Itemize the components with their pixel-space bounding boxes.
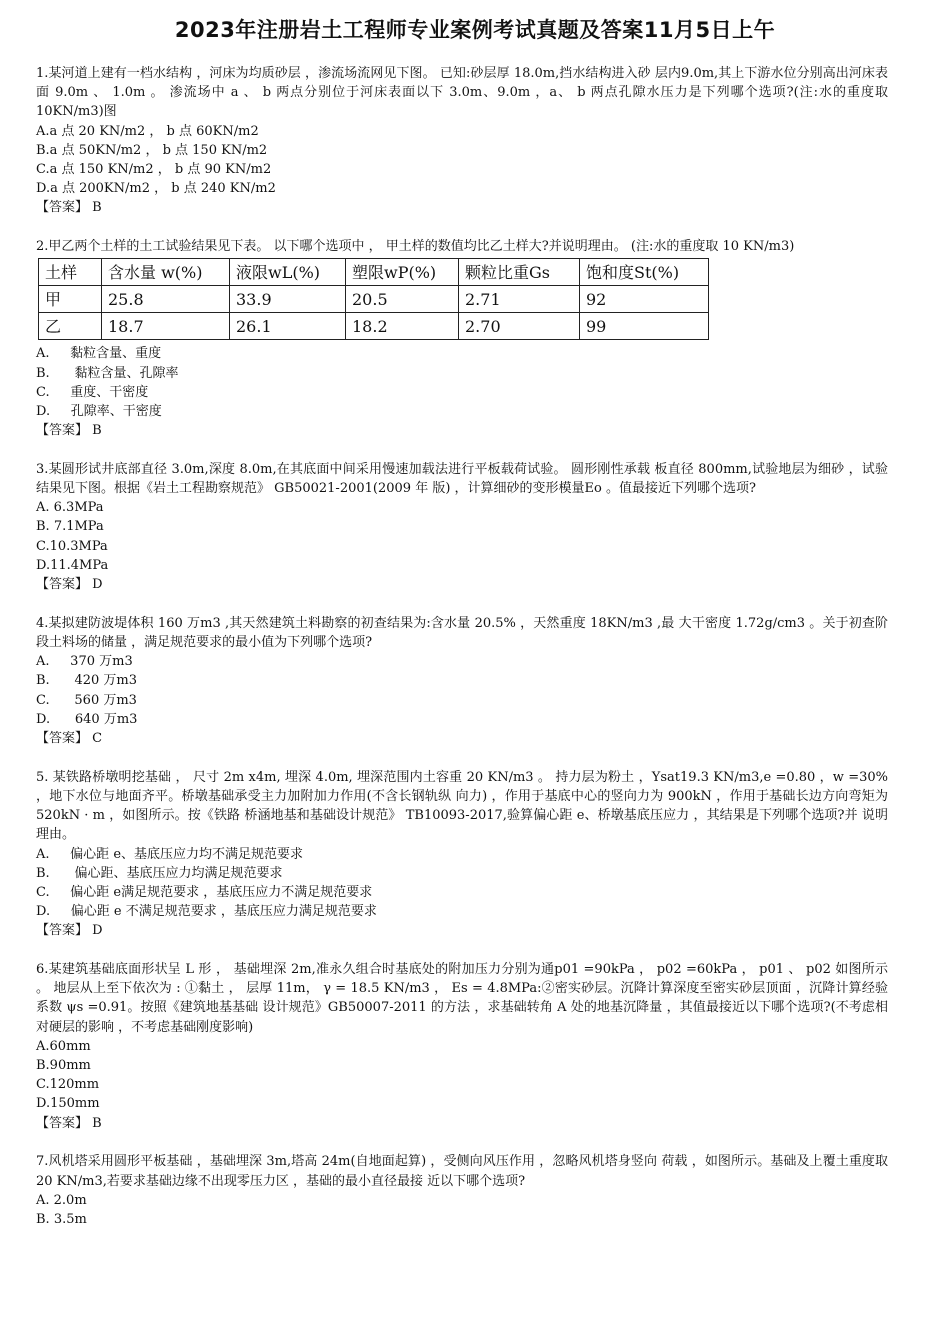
option-a: A.a 点 20 KN/m2 ， b 点 60KN/m2: [36, 123, 259, 139]
table-cell: 25.8: [102, 286, 230, 313]
option-b: B. 7.1MPa: [36, 519, 104, 535]
table-cell: 33.9: [230, 286, 346, 313]
option-b: B. 3.5m: [36, 1211, 87, 1227]
question-stem: 7.风机塔采用圆形平板基础 ，基础埋深 3m,塔高 24m(自地面起算) ，受侧向风压作用 ，忽略风机塔身竖向 荷载 ，如图所示。基础及上覆土重度取 20 KN/m3,若要求基础边缘不出现零压力区 ，基础的最小直径最接 近以下哪个选项?: [36, 1154, 888, 1189]
table-header-cell: 颗粒比重Gs: [459, 259, 580, 286]
question-stem: 1.某河道上建有一档水结构 ，河床为均质砂层 ，渗流场流网见下图。 已知:砂层厚 18.0m,挡水结构进入砂 层内9.0m,其上下游水位分别高出河床表面 9.0m 、 1.0m 。 渗流场中 a 、 b 两点分别位于河床表面以下 3.0m、9.0m ，a、 b 两点孔隙水压力是下列哪个选项?(注:水的重度取 10KN/m3)图: [36, 66, 888, 120]
table-cell: 18.2: [346, 313, 459, 340]
option-d: D.11.4MPa: [36, 557, 109, 573]
table-header-cell: 液限wL(%): [230, 259, 346, 286]
table-header-row: [39, 259, 709, 286]
option-a: A. 6.3MPa: [36, 500, 104, 516]
table-cell: 99: [580, 313, 709, 340]
option-d: D. 640 万m3: [36, 711, 138, 727]
option-a: A. 黏粒含量、重度: [36, 346, 162, 362]
table-header-cell: 土样: [39, 259, 102, 286]
answer: 【答案】 B: [36, 423, 102, 439]
question-stem: 6.某建筑基础底面形状呈 L 形 ， 基础埋深 2m,准永久组合时基底处的附加压力分别为通p01 =90kPa ， p02 =60kPa ， p01 、 p02 如图所示 。 地层从上至下依次为 : ①黏土 ， 层厚 11m， γ = 18.5 KN/m3 ， Es = 4.8MPa:②密实砂层。沉降计算深度至密实砂层顶面 ，沉降计算经验系数 ψs =0.91。按照《建筑地基基础 设计规范》GB50007-2011 的方法 ，求基础转角 A 处的地基沉降量 ，其值最接近以下哪个选项?(不考虑相 对硬层的影响 ，不考虑基础刚度影响): [36, 962, 888, 1035]
option-c: C.10.3MPa: [36, 538, 108, 554]
table-header-cell: 饱和度St(%): [580, 259, 709, 286]
answer: 【答案】 D: [36, 577, 103, 593]
question-6: [36, 960, 888, 1133]
option-a: A.60mm: [36, 1038, 91, 1054]
table-cell: 26.1: [230, 313, 346, 340]
option-c: C.a 点 150 KN/m2 ， b 点 90 KN/m2: [36, 162, 272, 178]
option-c: C.120mm: [36, 1077, 100, 1093]
question-list: [36, 64, 888, 1249]
soil-test-table: [38, 258, 709, 340]
table-row: [39, 286, 709, 313]
question-4: [36, 614, 888, 748]
answer: 【答案】 D: [36, 923, 103, 939]
option-b: B.90mm: [36, 1058, 91, 1074]
question-5: [36, 768, 888, 941]
option-c: C. 560 万m3: [36, 692, 137, 708]
page-title: 2023年注册岩土工程师专业案例考试真题及答案11月5日上午: [174, 18, 776, 42]
answer: 【答案】 B: [36, 200, 102, 216]
table-cell: 2.71: [459, 286, 580, 313]
option-b: B. 黏粒含量、孔隙率: [36, 365, 179, 381]
question-stem: 3.某圆形试井底部直径 3.0m,深度 8.0m,在其底面中间采用慢速加载法进行平板载荷试验。 圆形刚性承载 板直径 800mm,试验地层为细砂 ，试验结果见下图。根据《岩土工程勘察规范》 GB50021-2001(2009 年 版) ，计算细砂的变形模量Eo 。值最接近下列哪个选项?: [36, 461, 888, 497]
question-stem: 5. 某铁路桥墩明挖基础 ， 尺寸 2m x4m, 埋深 4.0m, 埋深范围内土容重 20 KN/m3 。 持力层为粉土 ，Ysat19.3 KN/m3,e =0.80 ，w =30% ，地下水位与地面齐平。桥墩基础承受主力加附加力作用(不含长钢轨纵 向力) ，作用于基底中心的竖向力为 900kN ，作用于基础长边方向弯矩为 520kN · m ，如图所示。按《铁路 桥涵地基和基础设计规范》 TB10093-2017,验算偏心距 e、桥墩基底压应力 ，其结果是下列哪个选项?并 说明理由。: [36, 769, 888, 843]
answer: 【答案】 B: [36, 1115, 102, 1131]
option-a: A. 370 万m3: [36, 654, 133, 670]
option-a: A. 2.0m: [36, 1192, 87, 1208]
table-header-cell: 塑限wP(%): [346, 259, 459, 286]
question-1: [36, 64, 888, 218]
table-cell: 2.70: [459, 313, 580, 340]
option-c: C. 偏心距 e满足规范要求 ，基底压应力不满足规范要求: [36, 884, 373, 900]
table-cell: 乙: [39, 313, 102, 340]
option-b: B.a 点 50KN/m2 ， b 点 150 KN/m2: [36, 142, 268, 158]
option-d: D.a 点 200KN/m2 ， b 点 240 KN/m2: [36, 181, 276, 197]
question-7: [36, 1152, 888, 1229]
table-header-cell: 含水量 w(%): [102, 259, 230, 286]
answer: 【答案】 C: [36, 730, 103, 746]
question-2: [36, 237, 888, 440]
option-d: D. 孔隙率、干密度: [36, 403, 162, 419]
option-c: C. 重度、干密度: [36, 384, 149, 400]
option-d: D.150mm: [36, 1096, 100, 1112]
question-stem: 2.甲乙两个土样的土工试验结果见下表。 以下哪个选项中 ， 甲土样的数值均比乙土样大?并说明理由。 (注:水的重度取 10 KN/m3): [36, 239, 795, 255]
table-cell: 92: [580, 286, 709, 313]
option-a: A. 偏心距 e、基底压应力均不满足规范要求: [36, 846, 304, 862]
question-stem: 4.某拟建防波堤体积 160 万m3 ,其天然建筑土料勘察的初查结果为:含水量 20.5% ，天然重度 18KN/m3 ,最 大干密度 1.72g/cm3 。关于初查阶段土料场的储量 ，满足规范要求的最小值为下列哪个选项?: [36, 615, 888, 650]
option-b: B. 偏心距、基底压应力均满足规范要求: [36, 865, 283, 881]
table-cell: 甲: [39, 286, 102, 313]
option-d: D. 偏心距 e 不满足规范要求 ，基底压应力满足规范要求: [36, 904, 377, 920]
table-cell: 20.5: [346, 286, 459, 313]
question-3: [36, 460, 888, 594]
table-row: [39, 313, 709, 340]
table-cell: 18.7: [102, 313, 230, 340]
option-b: B. 420 万m3: [36, 673, 138, 689]
